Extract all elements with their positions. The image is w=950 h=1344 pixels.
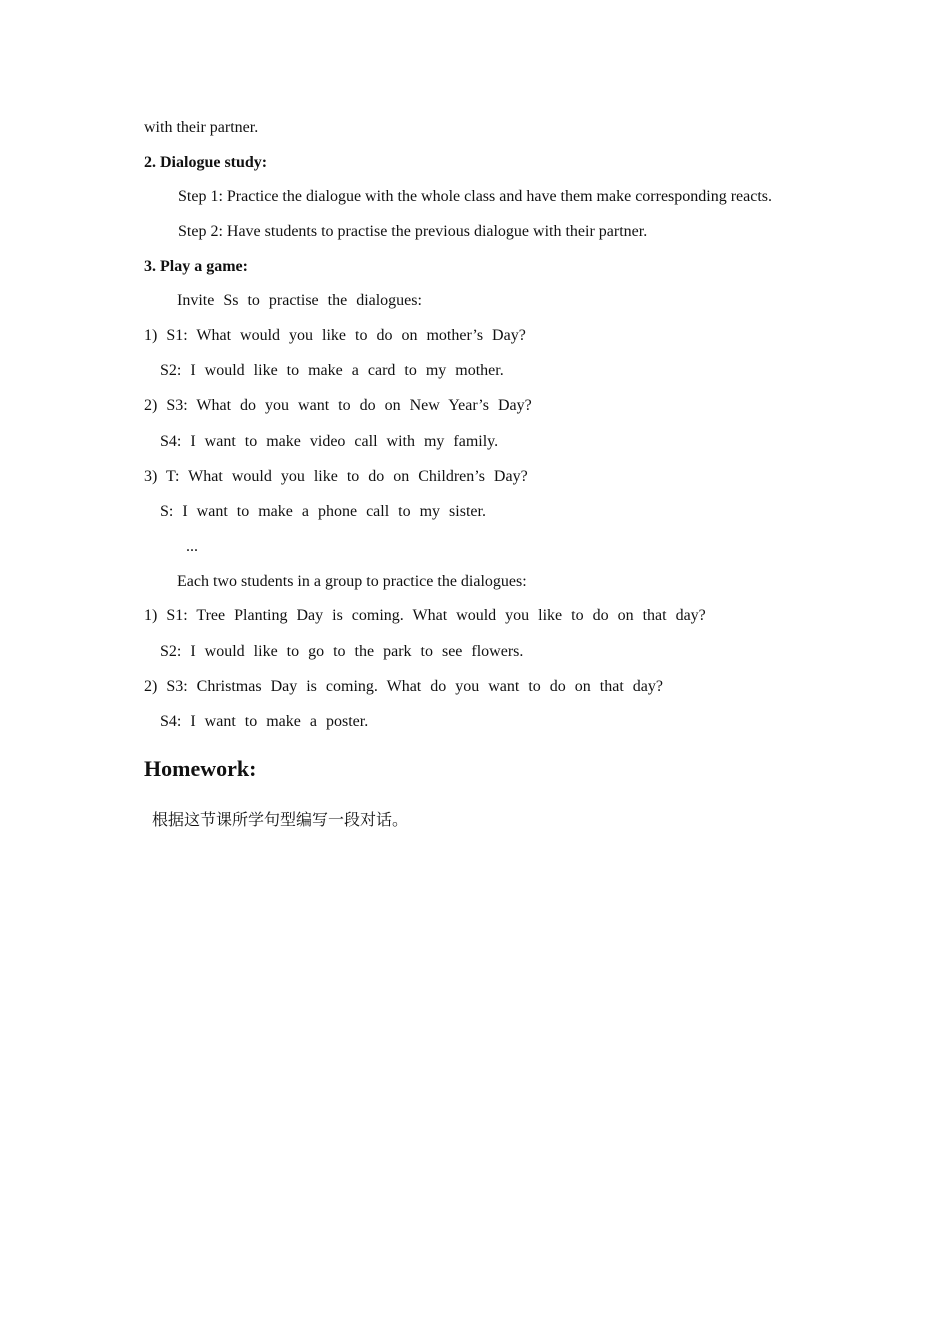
text-line: Step 1: Practice the dialogue with the whole class and have them make corresponding reacts. xyxy=(178,188,773,205)
dialogue-line: 1) S1: What would you like to do on mother’s Day? xyxy=(144,327,526,344)
text-line: Step 2: Have students to practise the previous dialogue with their partner. xyxy=(178,223,648,240)
dialogue-line: S2: I would like to make a card to my mother. xyxy=(160,362,504,379)
section-heading-dialogue-study: 2. Dialogue study: xyxy=(144,154,268,171)
homework-heading: Homework: xyxy=(144,756,257,781)
ellipsis-line: ... xyxy=(186,538,198,555)
homework-text: 根据这节课所学句型编写一段对话。 xyxy=(152,810,409,829)
text-line: Each two students in a group to practice the dialogues: xyxy=(177,573,527,590)
dialogue-line: S: I want to make a phone call to my sister. xyxy=(160,503,486,520)
dialogue-line: 1) S1: Tree Planting Day is coming. What would you like to do on that day? xyxy=(144,607,706,624)
dialogue-line: 2) S3: What do you want to do on New Year’s Day? xyxy=(144,397,532,414)
section-heading-play-a-game: 3. Play a game: xyxy=(144,258,248,275)
text-line: with their partner. xyxy=(144,119,259,136)
text-line: Invite Ss to practise the dialogues: xyxy=(177,292,422,309)
dialogue-line: S4: I want to make a poster. xyxy=(160,713,369,730)
dialogue-line: 2) S3: Christmas Day is coming. What do you want to do on that day? xyxy=(144,678,663,695)
dialogue-line: S4: I want to make video call with my family. xyxy=(160,433,499,450)
dialogue-line: S2: I would like to go to the park to see flowers. xyxy=(160,643,524,660)
dialogue-line: 3) T: What would you like to do on Children’s Day? xyxy=(144,468,528,485)
